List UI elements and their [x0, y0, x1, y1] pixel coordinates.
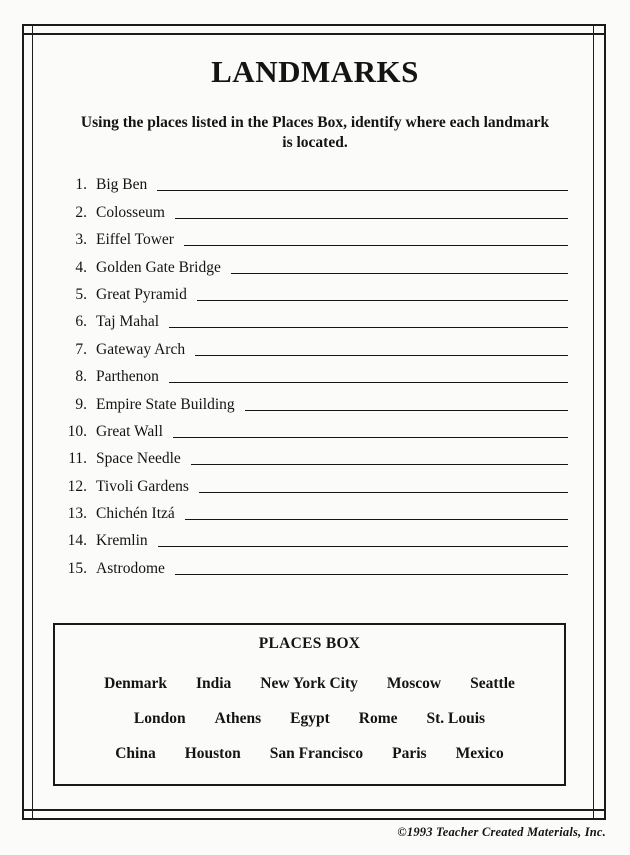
page-title: LANDMARKS [211, 54, 419, 89]
places-box-title: PLACES BOX [258, 635, 361, 652]
landmark-label: Chichén Itzá [96, 505, 175, 523]
answer-blank-line[interactable] [169, 382, 568, 383]
copyright-text: ©1993 Teacher Created Materials, Inc. [397, 825, 606, 839]
answer-blank-line[interactable] [185, 519, 568, 520]
place-option: Athens [214, 710, 262, 727]
landmark-label: Taj Mahal [96, 313, 160, 331]
landmark-list [60, 169, 568, 580]
landmark-row [60, 498, 568, 525]
place-option: China [115, 745, 156, 762]
landmark-row [60, 306, 568, 333]
item-number: 4. [75, 258, 87, 276]
landmark-label: Great Pyramid [96, 285, 187, 303]
place-option: New York City [260, 675, 358, 692]
landmark-row [60, 196, 568, 223]
item-number: 1. [75, 176, 87, 194]
landmark-row [60, 361, 568, 388]
places-rows [55, 675, 564, 763]
landmark-label: Parthenon [96, 368, 159, 386]
landmark-row [60, 169, 568, 196]
answer-blank-line[interactable] [199, 492, 568, 493]
item-number: 7. [75, 340, 87, 358]
places-row [55, 675, 564, 693]
landmark-row [60, 333, 568, 360]
landmark-label: Great Wall [96, 422, 163, 440]
answer-blank-line[interactable] [184, 245, 568, 246]
answer-blank-line[interactable] [197, 300, 568, 301]
instruction-text [55, 113, 575, 152]
item-number: 14. [67, 532, 87, 550]
landmark-label: Tivoli Gardens [96, 477, 189, 495]
inner-border-bottom [22, 809, 606, 811]
landmark-row [60, 279, 568, 306]
answer-blank-line[interactable] [173, 437, 568, 438]
instruction-line-2: is located. [282, 133, 348, 151]
item-number: 3. [75, 231, 87, 249]
item-number: 9. [75, 395, 87, 413]
landmark-label: Space Needle [96, 450, 181, 468]
landmark-row [60, 552, 568, 579]
landmark-row [60, 388, 568, 415]
answer-blank-line[interactable] [157, 190, 568, 191]
places-row [55, 710, 564, 728]
place-option: Moscow [386, 675, 442, 692]
item-number: 8. [75, 368, 87, 386]
answer-blank-line[interactable] [245, 410, 568, 411]
place-option: Houston [184, 745, 241, 762]
item-number: 5. [75, 285, 87, 303]
landmark-label: Kremlin [96, 532, 148, 550]
place-option: London [133, 710, 186, 727]
inner-border-top [22, 33, 606, 35]
place-option: Egypt [290, 710, 330, 727]
item-number: 15. [67, 559, 87, 577]
item-number: 11. [68, 450, 87, 468]
landmark-row [60, 470, 568, 497]
place-option: Paris [392, 745, 427, 762]
answer-blank-line[interactable] [195, 355, 568, 356]
place-option: St. Louis [426, 710, 486, 727]
landmark-label: Astrodome [96, 559, 165, 577]
landmark-label: Colosseum [96, 203, 165, 221]
item-number: 12. [67, 477, 87, 495]
inner-border-right [593, 24, 595, 820]
place-option: Rome [358, 710, 398, 727]
place-option: Mexico [455, 745, 504, 762]
landmark-row [60, 224, 568, 251]
landmark-label: Eiffel Tower [96, 231, 174, 249]
landmark-row [60, 416, 568, 443]
landmark-row [60, 525, 568, 552]
answer-blank-line[interactable] [169, 327, 568, 328]
answer-blank-line[interactable] [158, 546, 568, 547]
item-number: 13. [67, 505, 87, 523]
answer-blank-line[interactable] [175, 574, 568, 575]
answer-blank-line[interactable] [191, 464, 568, 465]
instruction-line-1: Using the places listed in the Places Box, identify where each landmark [80, 114, 550, 131]
place-option: Denmark [104, 675, 167, 692]
answer-blank-line[interactable] [175, 218, 568, 219]
inner-border-left [32, 24, 34, 820]
places-row [55, 745, 564, 763]
item-number: 10. [67, 422, 87, 440]
landmark-label: Gateway Arch [96, 340, 186, 358]
place-option: India [195, 675, 232, 692]
item-number: 6. [75, 313, 87, 331]
item-number: 2. [75, 203, 87, 221]
place-option: San Francisco [269, 745, 364, 762]
landmark-row [60, 443, 568, 470]
answer-blank-line[interactable] [231, 273, 568, 274]
landmark-label: Big Ben [96, 176, 148, 194]
places-box [53, 623, 566, 786]
landmark-label: Empire State Building [96, 395, 235, 413]
landmark-row [60, 251, 568, 278]
place-option: Seattle [470, 675, 515, 692]
landmark-label: Golden Gate Bridge [96, 258, 221, 276]
